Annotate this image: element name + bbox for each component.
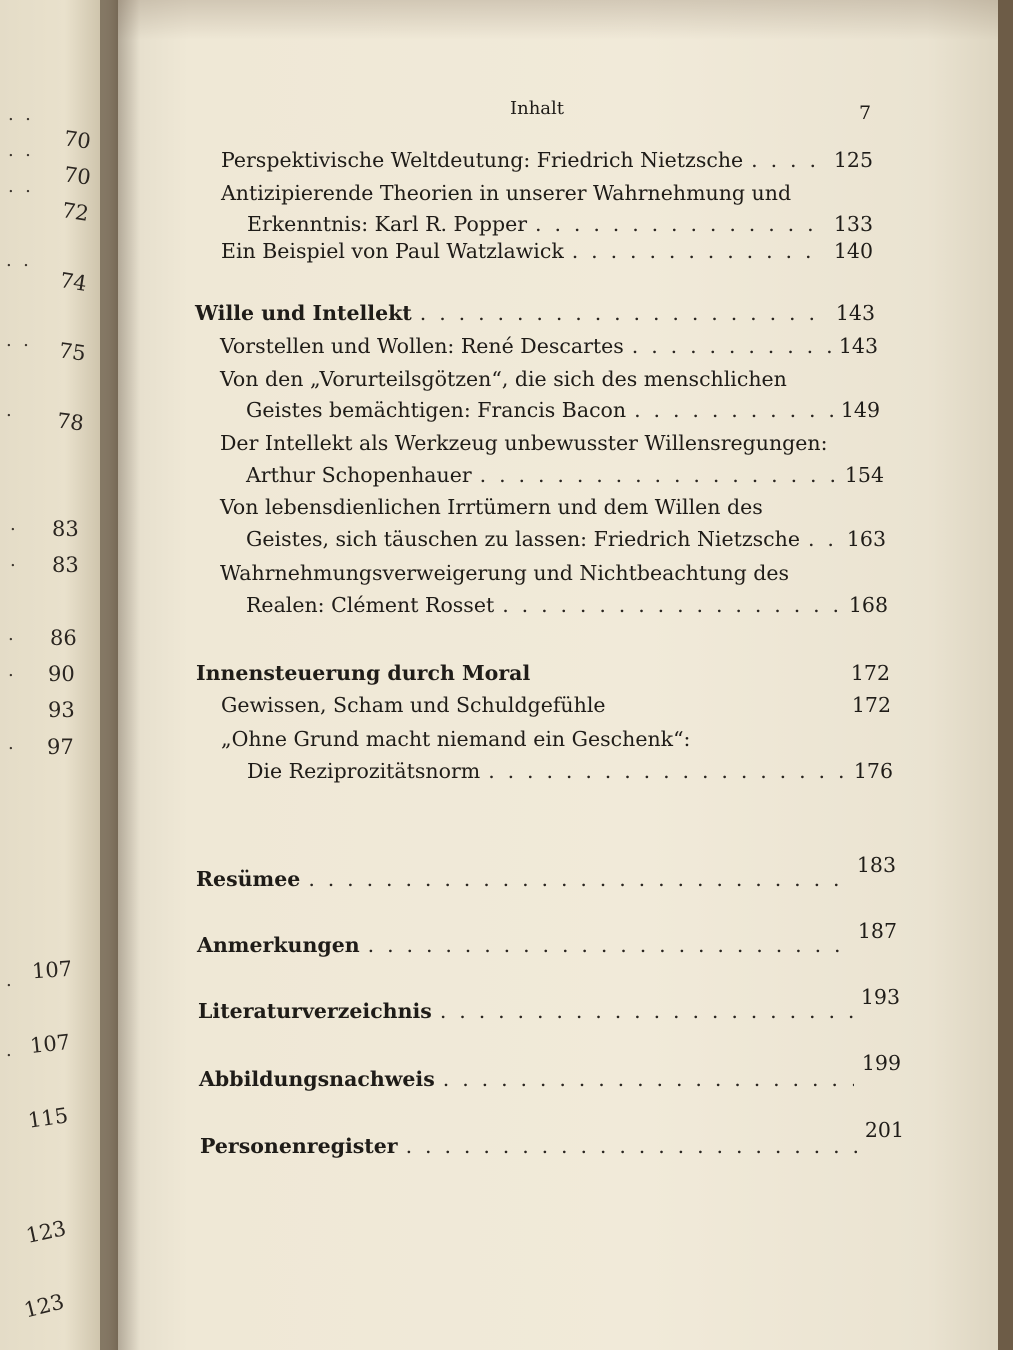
toc-entry: [220, 366, 880, 423]
left-page-number: 115: [26, 1103, 70, 1133]
left-page-number: 97: [47, 735, 74, 759]
toc-entry: [220, 333, 878, 359]
dot-leader: [406, 1133, 857, 1159]
toc-entry-text: Perspektivische Weltdeutung: Friedrich Nietzsche: [221, 148, 744, 172]
toc-entry-text: Innensteuerung durch Moral: [196, 661, 531, 685]
left-page-dot-leader: . .: [8, 104, 31, 125]
toc-section-heading: [200, 1117, 904, 1158]
left-page-dot-leader: . .: [6, 250, 29, 271]
dot-leader: [443, 1066, 854, 1092]
left-page-dot-leader: . .: [8, 140, 31, 161]
toc-entry: [221, 238, 873, 264]
toc-entry-text: Literaturverzeichnis: [198, 999, 432, 1023]
left-page-number: 78: [55, 408, 86, 436]
toc-entry-text: Ein Beispiel von Paul Watzlawick: [221, 239, 564, 263]
left-page-dot-leader: .: [8, 733, 14, 754]
toc-entry-page: 199: [861, 1051, 901, 1075]
running-header-page-number: 7: [859, 102, 872, 124]
toc-entry-text: Arthur Schopenhauer: [246, 463, 472, 487]
toc-entry-text: Vorstellen und Wollen: René Descartes: [220, 334, 624, 358]
toc-entry-text: Geistes, sich täuschen zu lassen: Friedrich Nietzsche: [246, 527, 800, 551]
left-page-number: 90: [48, 662, 75, 686]
toc-entry-text: Gewissen, Scham und Schuldgefühle: [221, 693, 606, 717]
toc-entry-text: Anmerkungen: [197, 933, 360, 957]
dot-leader: [632, 333, 831, 359]
toc-entry-text: Personenregister: [200, 1134, 398, 1158]
dot-leader: [440, 998, 853, 1024]
toc-entry-page: 201: [864, 1118, 904, 1142]
toc-entry: [221, 692, 891, 718]
left-page-number: 107: [28, 1029, 72, 1059]
toc-entry-text: Wille und Intellekt: [195, 301, 412, 325]
left-page-number: 93: [48, 698, 75, 722]
left-page-dot-leader: . .: [8, 176, 31, 197]
toc-section-heading: [196, 660, 890, 686]
left-page-dot-leader: .: [6, 400, 12, 421]
left-page-number: 123: [21, 1289, 67, 1323]
toc-entry-text: Von lebensdienlichen Irrtümern und dem Willen des: [220, 495, 763, 519]
toc-entry-text: Erkenntnis: Karl R. Popper: [247, 212, 528, 236]
toc-entry-text: „Ohne Grund macht niemand ein Geschenk“:: [221, 727, 691, 751]
toc-entry-page: 133: [833, 212, 873, 236]
dot-leader: [502, 592, 841, 618]
toc-section-heading: [197, 918, 897, 957]
toc-section-heading: [198, 984, 900, 1023]
toc-entry: [220, 494, 886, 552]
toc-entry: [221, 180, 873, 237]
dot-leader: [751, 147, 826, 173]
toc-entry-text: Realen: Clément Rosset: [246, 593, 495, 617]
toc-entry-page: 143: [838, 334, 878, 358]
left-page-number: 72: [60, 198, 91, 226]
dot-leader: [808, 526, 839, 552]
toc-entry: [220, 560, 888, 618]
toc-entry-text: Resümee: [196, 867, 301, 891]
left-page-number: 70: [62, 162, 93, 190]
toc-entry-text: Antizipierende Theorien in unserer Wahrnehmung und: [221, 181, 792, 205]
left-page-dot-leader: .: [8, 624, 14, 645]
toc-entry-page: 140: [833, 239, 873, 263]
toc-entry-page: 187: [857, 919, 897, 943]
left-page-number: 74: [58, 268, 89, 296]
dot-leader: [634, 397, 833, 423]
toc-entry-page: 172: [850, 661, 890, 685]
left-page-number: 83: [52, 553, 79, 577]
left-page-dot-leader: .: [10, 514, 16, 535]
toc-entry-page: 149: [840, 398, 880, 422]
toc-entry-page: 143: [835, 301, 875, 325]
toc-entry: [221, 726, 893, 784]
left-page-number: 83: [52, 517, 79, 541]
toc-entry-text: Die Reziprozitätsnorm: [247, 759, 481, 783]
left-page-number: 123: [23, 1216, 69, 1248]
toc-entry-text: Wahrnehmungsverweigerung und Nichtbeachtung des: [220, 561, 790, 585]
toc-entry-page: 163: [846, 527, 886, 551]
right-edge-background: [998, 0, 1013, 1350]
toc-entry-page: 183: [856, 853, 896, 877]
toc-section-heading: [196, 852, 896, 891]
toc-section-heading: [195, 300, 875, 326]
toc-entry-page: 176: [853, 759, 893, 783]
toc-entry-page: 154: [844, 463, 884, 487]
toc-entry-text: Der Intellekt als Werkzeug unbewusster Willensregungen:: [220, 431, 828, 455]
left-page-dot-leader: .: [8, 660, 14, 681]
left-page-number: 75: [57, 338, 88, 366]
left-page-number: 86: [50, 626, 77, 650]
toc-entry: [221, 147, 873, 173]
toc-entry: [220, 430, 884, 488]
toc-section-heading: [199, 1050, 901, 1091]
toc-entry-text: Geistes bemächtigen: Francis Bacon: [246, 398, 627, 422]
left-page-dot-leader: . .: [6, 330, 29, 351]
toc-entry-page: 172: [851, 693, 891, 717]
toc-entry-text: Von den „Vorurteilsgötzen“, die sich des menschlichen: [220, 367, 787, 391]
toc-entry-page: 125: [833, 148, 873, 172]
left-page-dot-leader: .: [6, 1040, 12, 1061]
dot-leader: [572, 238, 826, 264]
toc-entry-page: 193: [860, 985, 900, 1009]
left-page-dot-leader: .: [10, 550, 16, 571]
left-page-dot-leader: .: [6, 970, 12, 991]
dot-leader: [420, 300, 828, 326]
toc-entry-text: Abbildungsnachweis: [199, 1067, 435, 1091]
dot-leader: [308, 866, 849, 892]
dot-leader: [488, 758, 846, 784]
book-gutter: [100, 0, 140, 1350]
dot-leader: [368, 932, 850, 958]
toc-entry-page: 168: [848, 593, 888, 617]
dot-leader: [480, 462, 837, 488]
left-page-number: 70: [62, 126, 93, 154]
dot-leader: [535, 211, 826, 237]
left-page-number: 107: [31, 956, 73, 984]
running-header-title: Inhalt: [510, 98, 565, 119]
page-top-shadow: [118, 0, 998, 40]
